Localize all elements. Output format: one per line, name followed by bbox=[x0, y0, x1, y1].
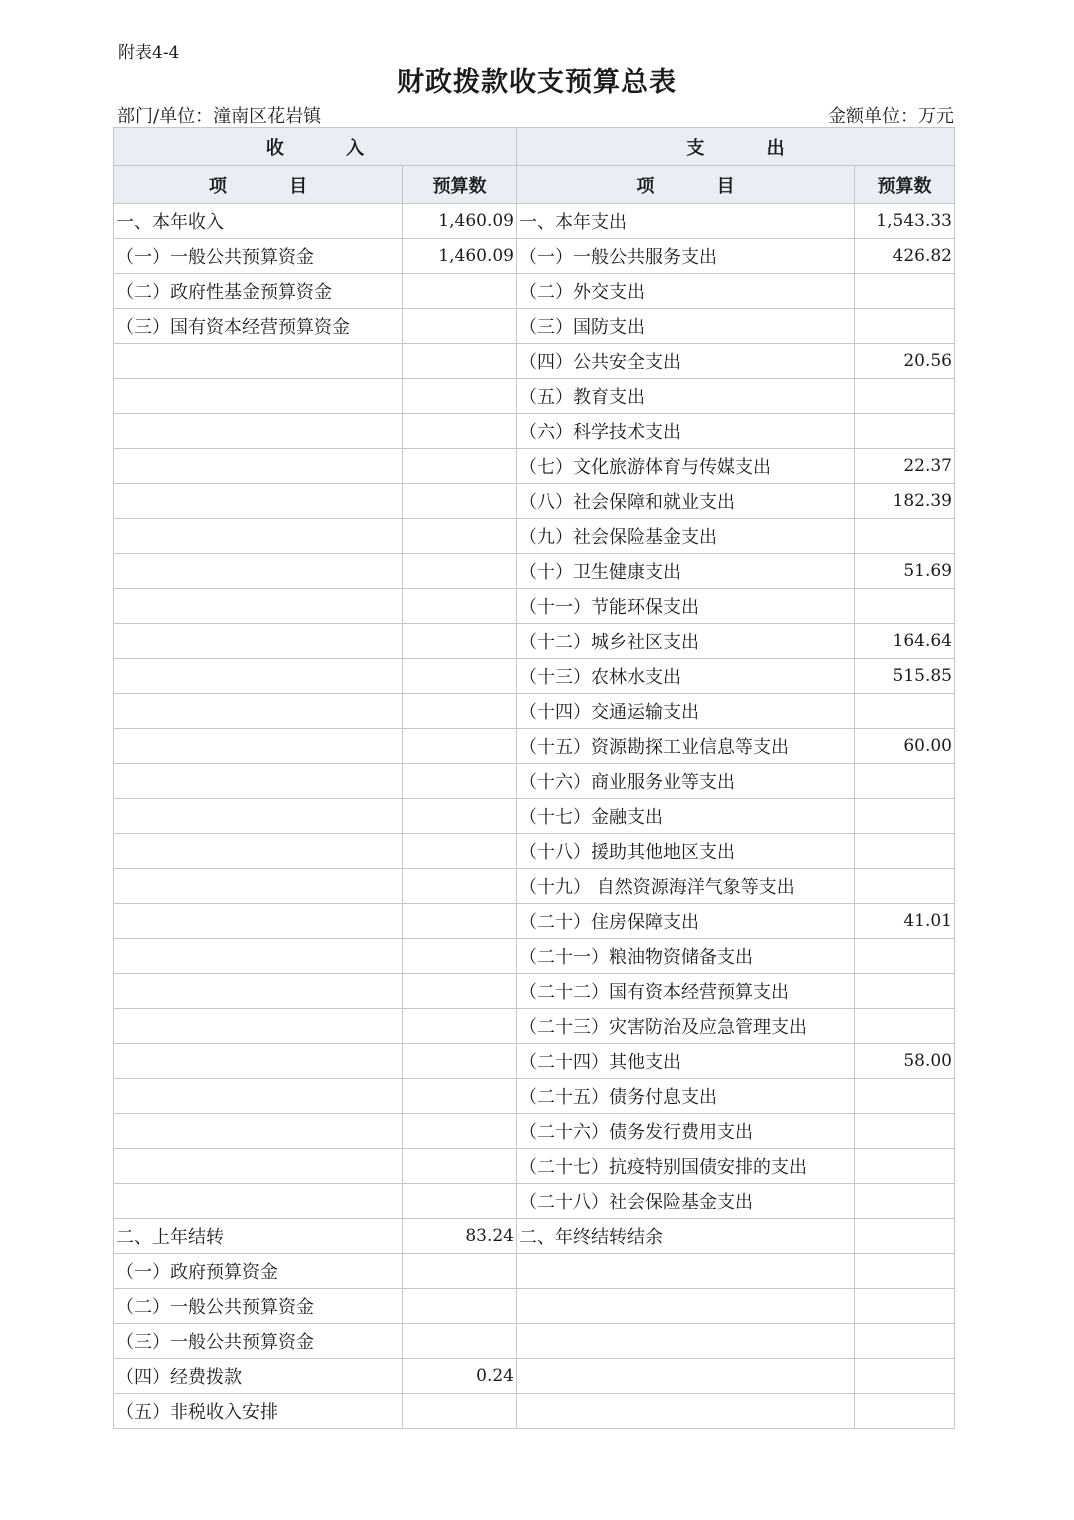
income-budget-cell bbox=[403, 904, 517, 939]
income-budget-cell bbox=[403, 519, 517, 554]
income-item-cell: （二）政府性基金预算资金 bbox=[114, 274, 403, 309]
income-item-cell bbox=[114, 554, 403, 589]
table-row bbox=[114, 1324, 955, 1359]
expense-header-text: 支 出 bbox=[686, 137, 813, 159]
expense-budget-cell bbox=[855, 1114, 955, 1149]
expense-budget-cell: 1,543.33 bbox=[855, 204, 955, 239]
income-item-cell: （五）非税收入安排 bbox=[114, 1394, 403, 1429]
expense-budget-cell bbox=[855, 379, 955, 414]
expense-item-cell bbox=[517, 1324, 855, 1359]
expense-budget-cell bbox=[855, 799, 955, 834]
expense-budget-cell: 164.64 bbox=[855, 624, 955, 659]
income-item-cell: （二）一般公共预算资金 bbox=[114, 1289, 403, 1324]
expense-budget-cell bbox=[855, 974, 955, 1009]
income-item-header-text: 项 目 bbox=[208, 175, 336, 197]
income-budget-cell bbox=[403, 309, 517, 344]
table-row bbox=[114, 414, 955, 449]
income-budget-cell bbox=[403, 1044, 517, 1079]
expense-item-cell: （五）教育支出 bbox=[517, 379, 855, 414]
expense-item-cell: （八）社会保障和就业支出 bbox=[517, 484, 855, 519]
table-row bbox=[114, 1394, 955, 1429]
expense-budget-cell bbox=[855, 1184, 955, 1219]
table-row bbox=[114, 1079, 955, 1114]
expense-item-cell: （四）公共安全支出 bbox=[517, 344, 855, 379]
income-budget-cell bbox=[403, 589, 517, 624]
income-budget-column-header: 预算数 bbox=[403, 166, 517, 204]
income-item-cell: （三）一般公共预算资金 bbox=[114, 1324, 403, 1359]
expense-item-cell bbox=[517, 1394, 855, 1429]
table-row bbox=[114, 1359, 955, 1394]
income-budget-cell bbox=[403, 659, 517, 694]
income-budget-cell bbox=[403, 1009, 517, 1044]
income-item-cell bbox=[114, 694, 403, 729]
expense-item-cell: （十五）资源勘探工业信息等支出 bbox=[517, 729, 855, 764]
expense-budget-column-header: 预算数 bbox=[855, 166, 955, 204]
expense-item-cell: （十四）交通运输支出 bbox=[517, 694, 855, 729]
expense-budget-cell bbox=[855, 414, 955, 449]
income-item-cell bbox=[114, 484, 403, 519]
income-budget-cell bbox=[403, 1394, 517, 1429]
budget-table bbox=[113, 127, 955, 1429]
income-item-cell bbox=[114, 624, 403, 659]
table-row bbox=[114, 379, 955, 414]
income-budget-cell bbox=[403, 1184, 517, 1219]
expense-budget-cell: 41.01 bbox=[855, 904, 955, 939]
income-item-cell bbox=[114, 764, 403, 799]
table-row bbox=[114, 1184, 955, 1219]
expense-item-cell: （二十）住房保障支出 bbox=[517, 904, 855, 939]
income-item-cell: （一）一般公共预算资金 bbox=[114, 239, 403, 274]
income-budget-cell bbox=[403, 869, 517, 904]
table-row bbox=[114, 1009, 955, 1044]
expense-item-cell: （十一）节能环保支出 bbox=[517, 589, 855, 624]
income-budget-cell bbox=[403, 344, 517, 379]
income-budget-cell bbox=[403, 729, 517, 764]
income-item-cell bbox=[114, 1079, 403, 1114]
table-row bbox=[114, 274, 955, 309]
expense-item-cell: （二十二）国有资本经营预算支出 bbox=[517, 974, 855, 1009]
income-item-cell bbox=[114, 939, 403, 974]
income-item-cell bbox=[114, 869, 403, 904]
income-budget-cell bbox=[403, 799, 517, 834]
expense-item-cell: （十二）城乡社区支出 bbox=[517, 624, 855, 659]
income-budget-cell bbox=[403, 1324, 517, 1359]
expense-item-cell: 一、本年支出 bbox=[517, 204, 855, 239]
table-row bbox=[114, 239, 955, 274]
table-row bbox=[114, 309, 955, 344]
expense-budget-cell bbox=[855, 589, 955, 624]
expense-budget-cell: 515.85 bbox=[855, 659, 955, 694]
expense-item-cell: （二十七）抗疫特别国债安排的支出 bbox=[517, 1149, 855, 1184]
table-row bbox=[114, 204, 955, 239]
income-budget-cell bbox=[403, 624, 517, 659]
table-row bbox=[114, 624, 955, 659]
income-budget-cell bbox=[403, 414, 517, 449]
table-row bbox=[114, 764, 955, 799]
income-item-cell: 一、本年收入 bbox=[114, 204, 403, 239]
income-budget-cell: 1,460.09 bbox=[403, 239, 517, 274]
expense-item-cell: （十七）金融支出 bbox=[517, 799, 855, 834]
income-item-cell bbox=[114, 519, 403, 554]
income-section-header bbox=[114, 128, 517, 166]
expense-budget-cell: 20.56 bbox=[855, 344, 955, 379]
income-item-cell: （三）国有资本经营预算资金 bbox=[114, 309, 403, 344]
expense-item-cell: （九）社会保险基金支出 bbox=[517, 519, 855, 554]
income-item-cell bbox=[114, 974, 403, 1009]
income-item-cell bbox=[114, 659, 403, 694]
income-budget-cell: 1,460.09 bbox=[403, 204, 517, 239]
income-item-cell bbox=[114, 589, 403, 624]
table-row bbox=[114, 939, 955, 974]
section-header-row bbox=[114, 128, 955, 166]
expense-item-cell: （二十八）社会保险基金支出 bbox=[517, 1184, 855, 1219]
expense-budget-cell bbox=[855, 1149, 955, 1184]
expense-budget-cell bbox=[855, 694, 955, 729]
page-title: 财政拨款收支预算总表 bbox=[397, 67, 677, 98]
expense-item-header-text: 项 目 bbox=[636, 175, 763, 197]
attachment-label: 附表4-4 bbox=[118, 43, 180, 63]
income-item-cell bbox=[114, 1184, 403, 1219]
table-row bbox=[114, 589, 955, 624]
expense-section-header bbox=[517, 128, 955, 166]
expense-budget-cell bbox=[855, 1289, 955, 1324]
table-row bbox=[114, 834, 955, 869]
income-budget-cell bbox=[403, 274, 517, 309]
expense-item-cell: （十八）援助其他地区支出 bbox=[517, 834, 855, 869]
income-item-cell bbox=[114, 379, 403, 414]
expense-budget-cell: 182.39 bbox=[855, 484, 955, 519]
column-header-row bbox=[114, 166, 955, 204]
expense-item-cell: （二十六）债务发行费用支出 bbox=[517, 1114, 855, 1149]
income-item-cell bbox=[114, 1149, 403, 1184]
expense-budget-cell bbox=[855, 939, 955, 974]
income-budget-cell bbox=[403, 449, 517, 484]
income-item-cell: （一）政府预算资金 bbox=[114, 1254, 403, 1289]
department-label: 部门/单位：潼南区花岩镇 bbox=[117, 106, 322, 127]
expense-budget-cell bbox=[855, 309, 955, 344]
table-row bbox=[114, 344, 955, 379]
expense-budget-cell bbox=[855, 274, 955, 309]
income-header-text: 收 入 bbox=[265, 137, 393, 159]
income-item-cell bbox=[114, 799, 403, 834]
expense-item-cell: （十三）农林水支出 bbox=[517, 659, 855, 694]
expense-budget-cell bbox=[855, 1009, 955, 1044]
table-row bbox=[114, 799, 955, 834]
amount-unit-label: 金额单位：万元 bbox=[828, 106, 954, 127]
expense-item-cell: （二十四）其他支出 bbox=[517, 1044, 855, 1079]
expense-budget-cell bbox=[855, 834, 955, 869]
income-budget-cell bbox=[403, 1079, 517, 1114]
expense-budget-cell: 60.00 bbox=[855, 729, 955, 764]
expense-item-cell: （二）外交支出 bbox=[517, 274, 855, 309]
expense-budget-cell bbox=[855, 869, 955, 904]
income-item-cell bbox=[114, 449, 403, 484]
expense-item-cell: （六）科学技术支出 bbox=[517, 414, 855, 449]
table-row bbox=[114, 974, 955, 1009]
income-budget-cell bbox=[403, 764, 517, 799]
expense-item-cell: （二十五）债务付息支出 bbox=[517, 1079, 855, 1114]
income-budget-cell bbox=[403, 1114, 517, 1149]
income-item-cell bbox=[114, 1044, 403, 1079]
table-row bbox=[114, 1044, 955, 1079]
expense-item-cell: （一）一般公共服务支出 bbox=[517, 239, 855, 274]
expense-budget-cell bbox=[855, 1254, 955, 1289]
income-budget-cell bbox=[403, 1254, 517, 1289]
income-item-cell: （四）经费拨款 bbox=[114, 1359, 403, 1394]
income-budget-cell bbox=[403, 554, 517, 589]
expense-item-cell bbox=[517, 1359, 855, 1394]
expense-budget-cell bbox=[855, 1394, 955, 1429]
income-item-cell bbox=[114, 1009, 403, 1044]
table-row bbox=[114, 1114, 955, 1149]
table-row bbox=[114, 1219, 955, 1254]
expense-budget-cell bbox=[855, 519, 955, 554]
table-row bbox=[114, 519, 955, 554]
expense-budget-cell bbox=[855, 1079, 955, 1114]
expense-item-cell: 二、年终结转结余 bbox=[517, 1219, 855, 1254]
expense-item-cell: （七）文化旅游体育与传媒支出 bbox=[517, 449, 855, 484]
table-row bbox=[114, 694, 955, 729]
expense-budget-cell bbox=[855, 1219, 955, 1254]
income-item-cell bbox=[114, 834, 403, 869]
expense-budget-cell: 22.37 bbox=[855, 449, 955, 484]
income-item-cell bbox=[114, 1114, 403, 1149]
income-item-cell bbox=[114, 729, 403, 764]
table-row bbox=[114, 659, 955, 694]
expense-budget-cell: 51.69 bbox=[855, 554, 955, 589]
income-item-cell bbox=[114, 904, 403, 939]
expense-item-cell: （二十三）灾害防治及应急管理支出 bbox=[517, 1009, 855, 1044]
expense-item-cell: （三）国防支出 bbox=[517, 309, 855, 344]
expense-budget-cell bbox=[855, 1324, 955, 1359]
expense-budget-cell bbox=[855, 764, 955, 799]
table-row bbox=[114, 869, 955, 904]
expense-item-column-header bbox=[517, 166, 855, 204]
expense-item-cell: （十九） 自然资源海洋气象等支出 bbox=[517, 869, 855, 904]
table-row bbox=[114, 554, 955, 589]
table-row bbox=[114, 449, 955, 484]
income-budget-cell bbox=[403, 939, 517, 974]
income-item-cell bbox=[114, 344, 403, 379]
income-budget-cell bbox=[403, 379, 517, 414]
table-row bbox=[114, 484, 955, 519]
income-budget-cell bbox=[403, 974, 517, 1009]
expense-budget-cell bbox=[855, 1359, 955, 1394]
expense-item-cell: （二十一）粮油物资储备支出 bbox=[517, 939, 855, 974]
expense-item-cell bbox=[517, 1254, 855, 1289]
income-item-cell: 二、上年结转 bbox=[114, 1219, 403, 1254]
table-row bbox=[114, 1149, 955, 1184]
income-budget-cell bbox=[403, 484, 517, 519]
income-budget-cell bbox=[403, 694, 517, 729]
income-budget-cell bbox=[403, 1289, 517, 1324]
income-budget-cell: 0.24 bbox=[403, 1359, 517, 1394]
income-budget-cell: 83.24 bbox=[403, 1219, 517, 1254]
table-row bbox=[114, 904, 955, 939]
expense-item-cell bbox=[517, 1289, 855, 1324]
expense-budget-cell: 58.00 bbox=[855, 1044, 955, 1079]
expense-item-cell: （十六）商业服务业等支出 bbox=[517, 764, 855, 799]
income-budget-cell bbox=[403, 1149, 517, 1184]
income-budget-cell bbox=[403, 834, 517, 869]
income-item-column-header bbox=[114, 166, 403, 204]
income-item-cell bbox=[114, 414, 403, 449]
expense-item-cell: （十）卫生健康支出 bbox=[517, 554, 855, 589]
table-row bbox=[114, 1254, 955, 1289]
expense-budget-cell: 426.82 bbox=[855, 239, 955, 274]
table-row bbox=[114, 729, 955, 764]
table-row bbox=[114, 1289, 955, 1324]
